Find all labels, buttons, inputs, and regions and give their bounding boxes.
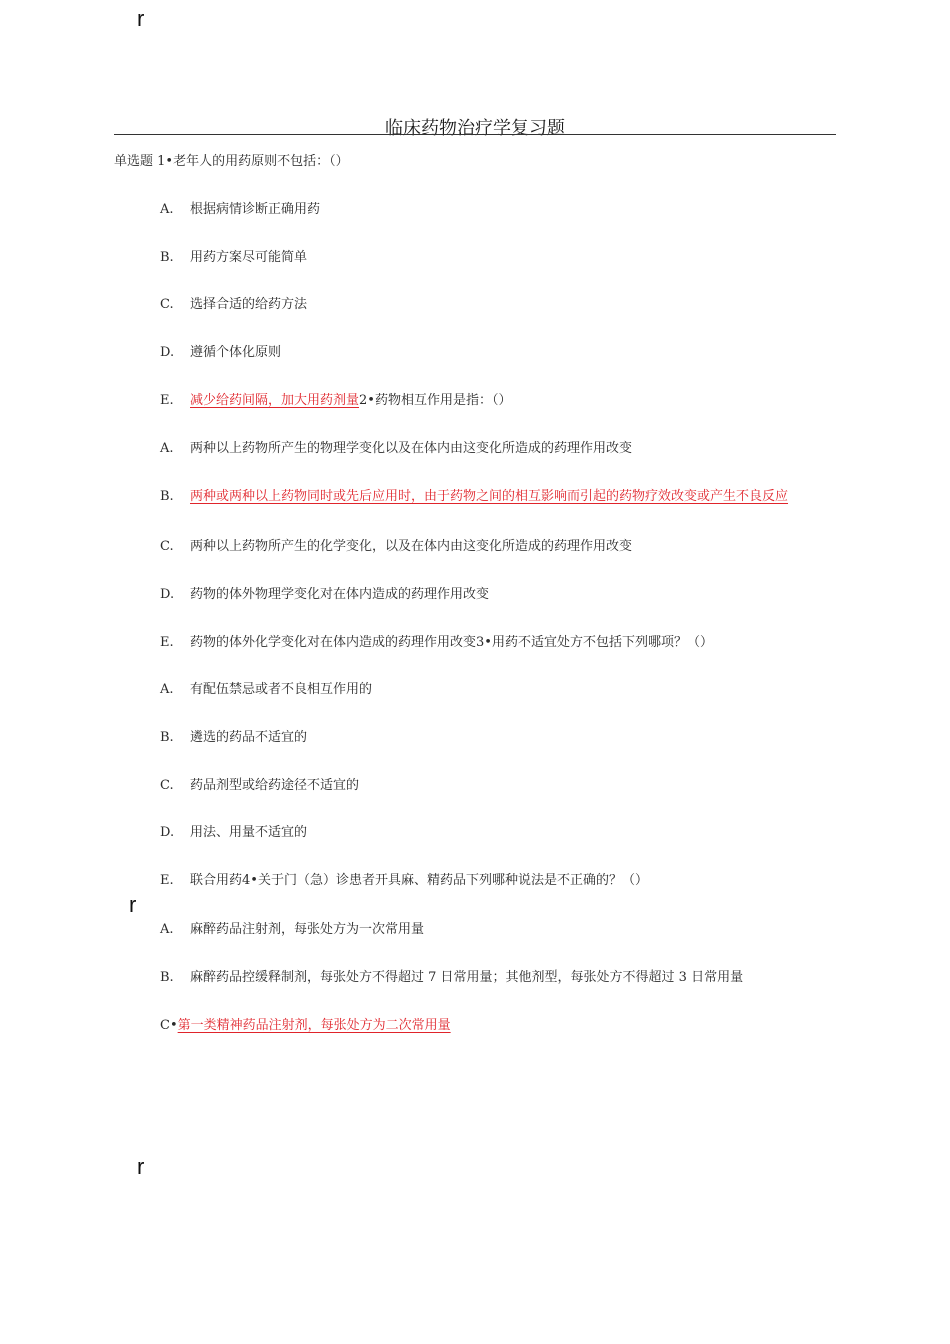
option-letter: D.	[160, 587, 175, 602]
option-2b	[160, 485, 788, 504]
option-text: 药品剂型或给药途径不适宜的	[190, 778, 360, 793]
corner-mark: r	[137, 1154, 145, 1179]
page-title: 临床药物治疗学复习题	[385, 118, 565, 139]
option-letter: B.	[160, 489, 174, 504]
option-letter: C.	[160, 297, 174, 312]
question-stem: 4•关于门（急）诊患者开具麻、精药品下列哪种说法是不正确的？（）	[242, 873, 648, 888]
option-text: 药物的体外化学变化对在体内造成的药理作用改变	[190, 635, 477, 650]
option-3b	[160, 726, 307, 745]
option-letter: C•	[160, 1018, 178, 1033]
option-letter: E.	[160, 873, 174, 888]
title-rule	[114, 134, 836, 135]
option-text: 遴选的药品不适宜的	[190, 730, 308, 745]
option-3e	[160, 869, 648, 888]
option-3c	[160, 774, 359, 793]
correct-answer-text: 第一类精神药品注射剂，每张处方为二次常用量	[177, 1018, 451, 1033]
option-text: 两种以上药物所产生的物理学变化以及在体内由这变化所造成的药理作用改变	[190, 441, 633, 456]
option-letter: B.	[160, 970, 174, 985]
option-3a	[160, 678, 372, 697]
option-text: 麻醉药品注射剂，每张处方为一次常用量	[190, 922, 425, 937]
question-stem: 1•老年人的用药原则不包括：（）	[157, 154, 349, 169]
option-text: 遵循个体化原则	[190, 345, 282, 360]
option-text: 选择合适的给药方法	[190, 297, 308, 312]
option-letter: B.	[160, 730, 174, 745]
question-type: 单选题	[114, 154, 158, 169]
question-stem: 3•用药不适宜处方不包括下列哪项？（）	[476, 635, 713, 650]
correct-answer-text: 两种或两种以上药物同时或先后应用时，由于药物之间的相互影响而引起的药物疗效改变或产生不良反应	[190, 489, 789, 504]
option-text: 药物的体外物理学变化对在体内造成的药理作用改变	[190, 587, 490, 602]
option-1a	[160, 198, 320, 217]
option-letter: B.	[160, 250, 174, 265]
option-2e	[160, 631, 713, 650]
corner-mark: r	[129, 892, 137, 917]
option-letter: E.	[160, 635, 174, 650]
option-3d	[160, 821, 307, 840]
option-text: 根据病情诊断正确用药	[190, 202, 321, 217]
option-4b	[160, 966, 743, 985]
option-letter: C.	[160, 539, 174, 554]
option-letter: E.	[160, 393, 174, 408]
option-text: 麻醉药品控缓释制剂，每张处方不得超过 7 日常用量；其他剂型，每张处方不得超过 3 日常用量	[190, 970, 744, 985]
option-2d	[160, 583, 489, 602]
corner-mark: r	[137, 6, 145, 31]
option-letter: D.	[160, 825, 175, 840]
option-2a	[160, 437, 632, 456]
option-text: 用法、用量不适宜的	[190, 825, 308, 840]
option-letter: D.	[160, 345, 175, 360]
option-letter: C.	[160, 778, 174, 793]
option-2c	[160, 535, 632, 554]
option-4a	[160, 918, 424, 937]
option-letter: A.	[160, 922, 174, 937]
option-1b	[160, 246, 307, 265]
option-1c	[160, 293, 307, 312]
option-letter: A.	[160, 441, 174, 456]
option-letter: A.	[160, 202, 174, 217]
correct-answer-text: 减少给药间隔，加大用药剂量	[190, 393, 360, 408]
option-text: 两种以上药物所产生的化学变化，以及在体内由这变化所造成的药理作用改变	[190, 539, 633, 554]
option-text: 有配伍禁忌或者不良相互作用的	[190, 682, 373, 697]
option-1d	[160, 341, 281, 360]
question-1	[114, 150, 349, 169]
option-text: 联合用药	[190, 873, 243, 888]
question-stem: 2•药物相互作用是指：（）	[359, 393, 512, 408]
option-1e	[160, 389, 511, 408]
option-text: 用药方案尽可能简单	[190, 250, 308, 265]
option-4c	[160, 1014, 451, 1033]
option-letter: A.	[160, 682, 174, 697]
